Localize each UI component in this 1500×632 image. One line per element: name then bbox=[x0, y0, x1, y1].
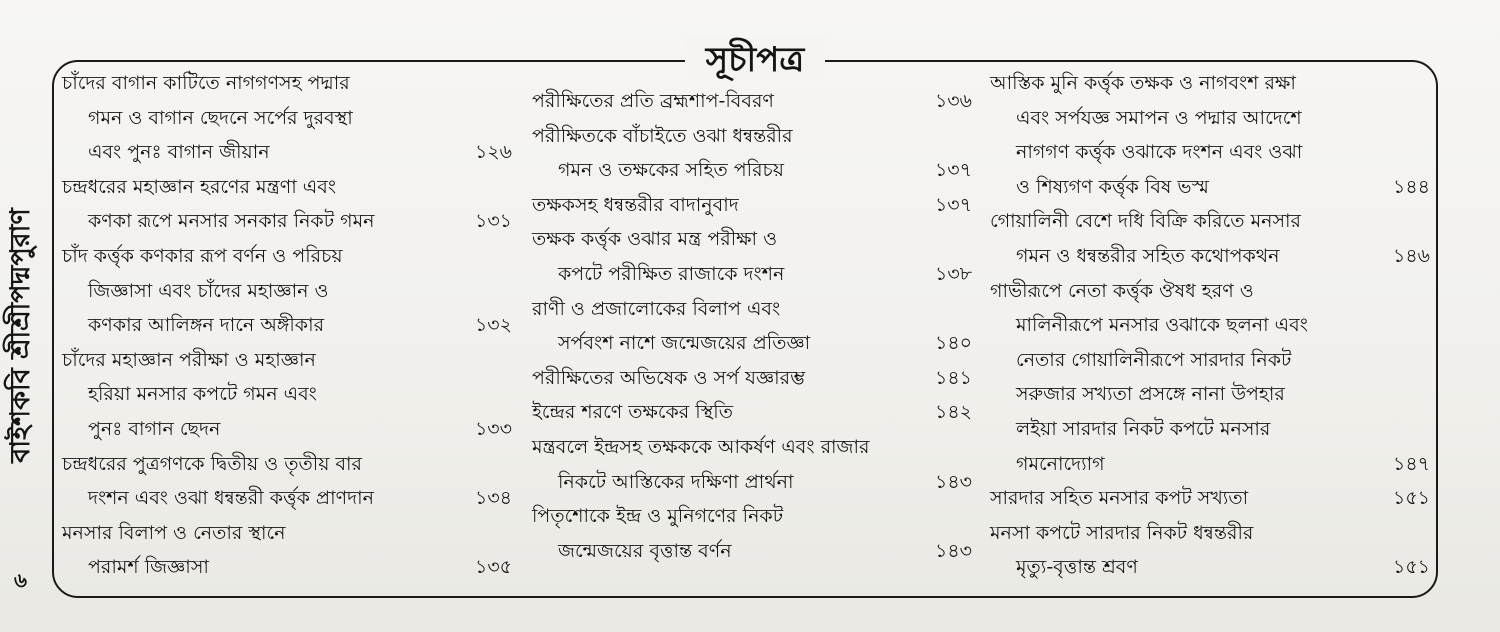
entry-page-number: ১৪০ bbox=[934, 332, 972, 355]
entry-text: মনসার বিলাপ ও নেতার স্থানে bbox=[62, 521, 286, 544]
contents-entry-line bbox=[990, 66, 1430, 101]
contents-entry-line bbox=[990, 516, 1430, 551]
contents-entry-line bbox=[532, 188, 972, 223]
contents-entry-line bbox=[990, 204, 1430, 239]
contents-entry-line bbox=[532, 499, 972, 534]
contents-entry-line bbox=[532, 257, 972, 292]
entry-page-number: ১৫১ bbox=[1393, 556, 1430, 579]
contents-entry-line bbox=[990, 274, 1430, 309]
contents-heading: সূচীপত্র bbox=[685, 38, 825, 82]
entry-page-number: ১৩৮ bbox=[934, 262, 972, 285]
contents-entry-line bbox=[62, 204, 512, 239]
contents-entry-line bbox=[990, 239, 1430, 274]
entry-text: জন্মেজয়ের বৃত্তান্ত বর্ণন bbox=[558, 539, 732, 562]
contents-entry-line bbox=[62, 481, 512, 516]
contents-entry-line bbox=[62, 377, 512, 412]
entry-page-number: ১৪৩ bbox=[934, 470, 972, 493]
entry-page-number: ১৩৩ bbox=[474, 417, 512, 440]
entry-page-number: ১৪৭ bbox=[1392, 452, 1430, 475]
contents-column-2 bbox=[532, 66, 972, 586]
entry-text: পরীক্ষিতের প্রতি ব্রহ্মশাপ-বিবরণ bbox=[532, 90, 774, 112]
entry-text: হরিয়া মনসার কপটে গমন এবং bbox=[88, 383, 317, 406]
contents-entry-line bbox=[532, 153, 972, 188]
contents-entry-line bbox=[990, 412, 1430, 447]
page-number: ৬ bbox=[14, 568, 28, 592]
entry-text: তক্ষক কর্ত্তৃক ওঝার মন্ত্র পরীক্ষা ও bbox=[532, 228, 778, 251]
entry-text: গমনোদ্যোগ bbox=[1016, 452, 1105, 475]
entry-text: পিতৃশোকে ইন্দ্র ও মুনিগণের নিকট bbox=[532, 505, 784, 528]
contents-entry-line bbox=[532, 361, 972, 396]
entry-text: পরীক্ষিতের অভিষেক ও সর্প যজ্ঞারম্ভ bbox=[532, 366, 806, 389]
entry-text: ও শিষ্যগণ কর্ত্তৃক বিষ ভস্ম bbox=[1016, 175, 1209, 198]
entry-text: গাভীরূপে নেতা কর্ত্তৃক ঔষধ হরণ ও bbox=[990, 279, 1254, 302]
entry-text: লইয়া সারদার নিকট কপটে মনসার bbox=[1016, 417, 1271, 440]
entry-page-number: ১৫১ bbox=[1393, 487, 1430, 510]
entry-text: ইন্দ্রের শরণে তক্ষকের স্থিতি bbox=[532, 401, 734, 424]
contents-entry-line bbox=[62, 66, 512, 101]
entry-text: সারদার সহিত মনসার কপট সখ্যতা bbox=[990, 487, 1249, 510]
contents-entry-line bbox=[532, 534, 972, 569]
entry-text: মৃত্যু-বৃত্তান্ত শ্রবণ bbox=[1016, 556, 1138, 579]
entry-page-number: ১৩৪ bbox=[474, 487, 512, 510]
running-header-vertical bbox=[2, 170, 42, 500]
contents-entry-line bbox=[532, 326, 972, 361]
entry-page-number: ১৩৫ bbox=[474, 556, 512, 579]
contents-entry-line bbox=[62, 239, 512, 274]
contents-entry-line bbox=[62, 308, 512, 343]
entry-page-number: ১৩২ bbox=[474, 314, 512, 337]
contents-entry-line bbox=[990, 550, 1430, 585]
entry-text: মনসা কপটে সারদার নিকট ধন্বন্তরীর bbox=[990, 521, 1254, 544]
contents-entry-line bbox=[532, 465, 972, 500]
entry-text: সরুজার সখ্যতা প্রসঙ্গে নানা উপহার bbox=[1016, 383, 1285, 406]
entry-text: এবং পুনঃ বাগান জীয়ান bbox=[88, 141, 270, 164]
entry-page-number: ১৩৭ bbox=[934, 193, 972, 216]
entry-text: রাণী ও প্রজালোকের বিলাপ এবং bbox=[532, 297, 781, 320]
entry-text: এবং সর্পযজ্ঞ সমাপন ও পদ্মার আদেশে bbox=[1016, 106, 1302, 129]
contents-entry-line bbox=[62, 101, 512, 136]
contents-entry-line bbox=[532, 222, 972, 257]
contents-entry-line bbox=[62, 135, 512, 170]
entry-text: তক্ষকসহ ধন্বন্তরীর বাদানুবাদ bbox=[532, 193, 739, 216]
entry-text: জিজ্ঞাসা এবং চাঁদের মহাজ্ঞান ও bbox=[88, 279, 329, 302]
entry-text: কণকা রূপে মনসার সনকার নিকট গমন bbox=[88, 210, 375, 233]
contents-entry-line bbox=[990, 101, 1430, 136]
entry-text: চন্দ্রধরের মহাজ্ঞান হরণের মন্ত্রণা এবং bbox=[62, 175, 336, 198]
entry-text: পুনঃ বাগান ছেদন bbox=[88, 417, 221, 440]
entry-text: গমন ও তক্ষকের সহিত পরিচয় bbox=[558, 159, 784, 182]
contents-entry-line bbox=[990, 481, 1430, 516]
contents-entry-line bbox=[62, 550, 512, 585]
entry-text: চাঁদের বাগান কাটিতে নাগগণসহ পদ্মার bbox=[62, 72, 350, 94]
entry-page-number: ১৩৬ bbox=[934, 90, 972, 112]
entry-text: গোয়ালিনী বেশে দধি বিক্রি করিতে মনসার bbox=[990, 210, 1301, 233]
contents-entry-line bbox=[62, 516, 512, 551]
contents-entry-line bbox=[62, 343, 512, 378]
entry-text: নাগগণ কর্ত্তৃক ওঝাকে দংশন এবং ওঝা bbox=[1016, 141, 1303, 164]
entry-text: মন্ত্রবলে ইন্দ্রসহ তক্ষককে আকর্ষণ এবং রাজার bbox=[532, 435, 870, 458]
entry-text: চাঁদ কর্ত্তৃক কণকার রূপ বর্ণন ও পরিচয় bbox=[62, 244, 343, 267]
contents-entry-line bbox=[532, 395, 972, 430]
entry-page-number: ১৪১ bbox=[935, 366, 972, 389]
entry-page-number: ১৪২ bbox=[934, 401, 972, 424]
contents-entry-line bbox=[62, 447, 512, 482]
contents-entry-line bbox=[990, 343, 1430, 378]
entry-text: চাঁদের মহাজ্ঞান পরীক্ষা ও মহাজ্ঞান bbox=[62, 348, 316, 371]
contents-entry-line bbox=[990, 308, 1430, 343]
entry-text: নিকটে আস্তিকের দক্ষিণা প্রার্থনা bbox=[558, 470, 794, 493]
entry-text: দংশন এবং ওঝা ধন্বন্তরী কর্ত্তৃক প্রাণদান bbox=[88, 487, 374, 510]
entry-text: গমন ও ধন্বন্তরীর সহিত কথোপকথন bbox=[1016, 244, 1280, 267]
contents-entry-line bbox=[532, 430, 972, 465]
entry-page-number: ১৩৭ bbox=[934, 159, 972, 182]
contents-entry-line bbox=[62, 412, 512, 447]
entry-text: পরীক্ষিতকে বাঁচাইতে ওঝা ধন্বন্তরীর bbox=[532, 124, 793, 147]
entry-text: মালিনীরূপে মনসার ওঝাকে ছলনা এবং bbox=[1016, 314, 1308, 337]
contents-entry-line bbox=[62, 170, 512, 205]
entry-text: কণকার আলিঙ্গন দানে অঙ্গীকার bbox=[88, 314, 325, 337]
book-title: বাইশকবি শ্রীশ্রীপদ্মপুরাণ bbox=[4, 207, 36, 463]
entry-text: পরামর্শ জিজ্ঞাসা bbox=[88, 556, 209, 579]
entry-page-number: ১৪৪ bbox=[1393, 175, 1430, 198]
contents-column-1 bbox=[62, 66, 512, 586]
entry-page-number: ১৪৩ bbox=[934, 539, 972, 562]
entry-text: কপটে পরীক্ষিত রাজাকে দংশন bbox=[558, 262, 785, 285]
entry-text: গমন ও বাগান ছেদনে সর্পের দুরবস্থা bbox=[88, 106, 353, 129]
contents-entry-line bbox=[990, 135, 1430, 170]
contents-entry-line bbox=[62, 274, 512, 309]
entry-text: নেতার গোয়ালিনীরূপে সারদার নিকট bbox=[1016, 348, 1292, 371]
contents-column-3 bbox=[990, 66, 1430, 586]
entry-page-number: ১৪৬ bbox=[1392, 244, 1430, 267]
entry-page-number: ১২৬ bbox=[474, 141, 512, 164]
contents-entry-line bbox=[990, 447, 1430, 482]
contents-entry-line bbox=[990, 377, 1430, 412]
contents-entry-line bbox=[532, 119, 972, 154]
contents-entry-line bbox=[532, 84, 972, 119]
contents-entry-line bbox=[532, 292, 972, 327]
entry-text: সর্পবংশ নাশে জন্মেজয়ের প্রতিজ্ঞা bbox=[558, 332, 811, 355]
entry-text: আস্তিক মুনি কর্ত্তৃক তক্ষক ও নাগবংশ রক্ষা bbox=[990, 72, 1296, 94]
entry-text: চন্দ্রধরের পুত্রগণকে দ্বিতীয় ও তৃতীয় বার bbox=[62, 452, 363, 475]
entry-page-number: ১৩১ bbox=[474, 210, 512, 233]
contents-entry-line bbox=[990, 170, 1430, 205]
